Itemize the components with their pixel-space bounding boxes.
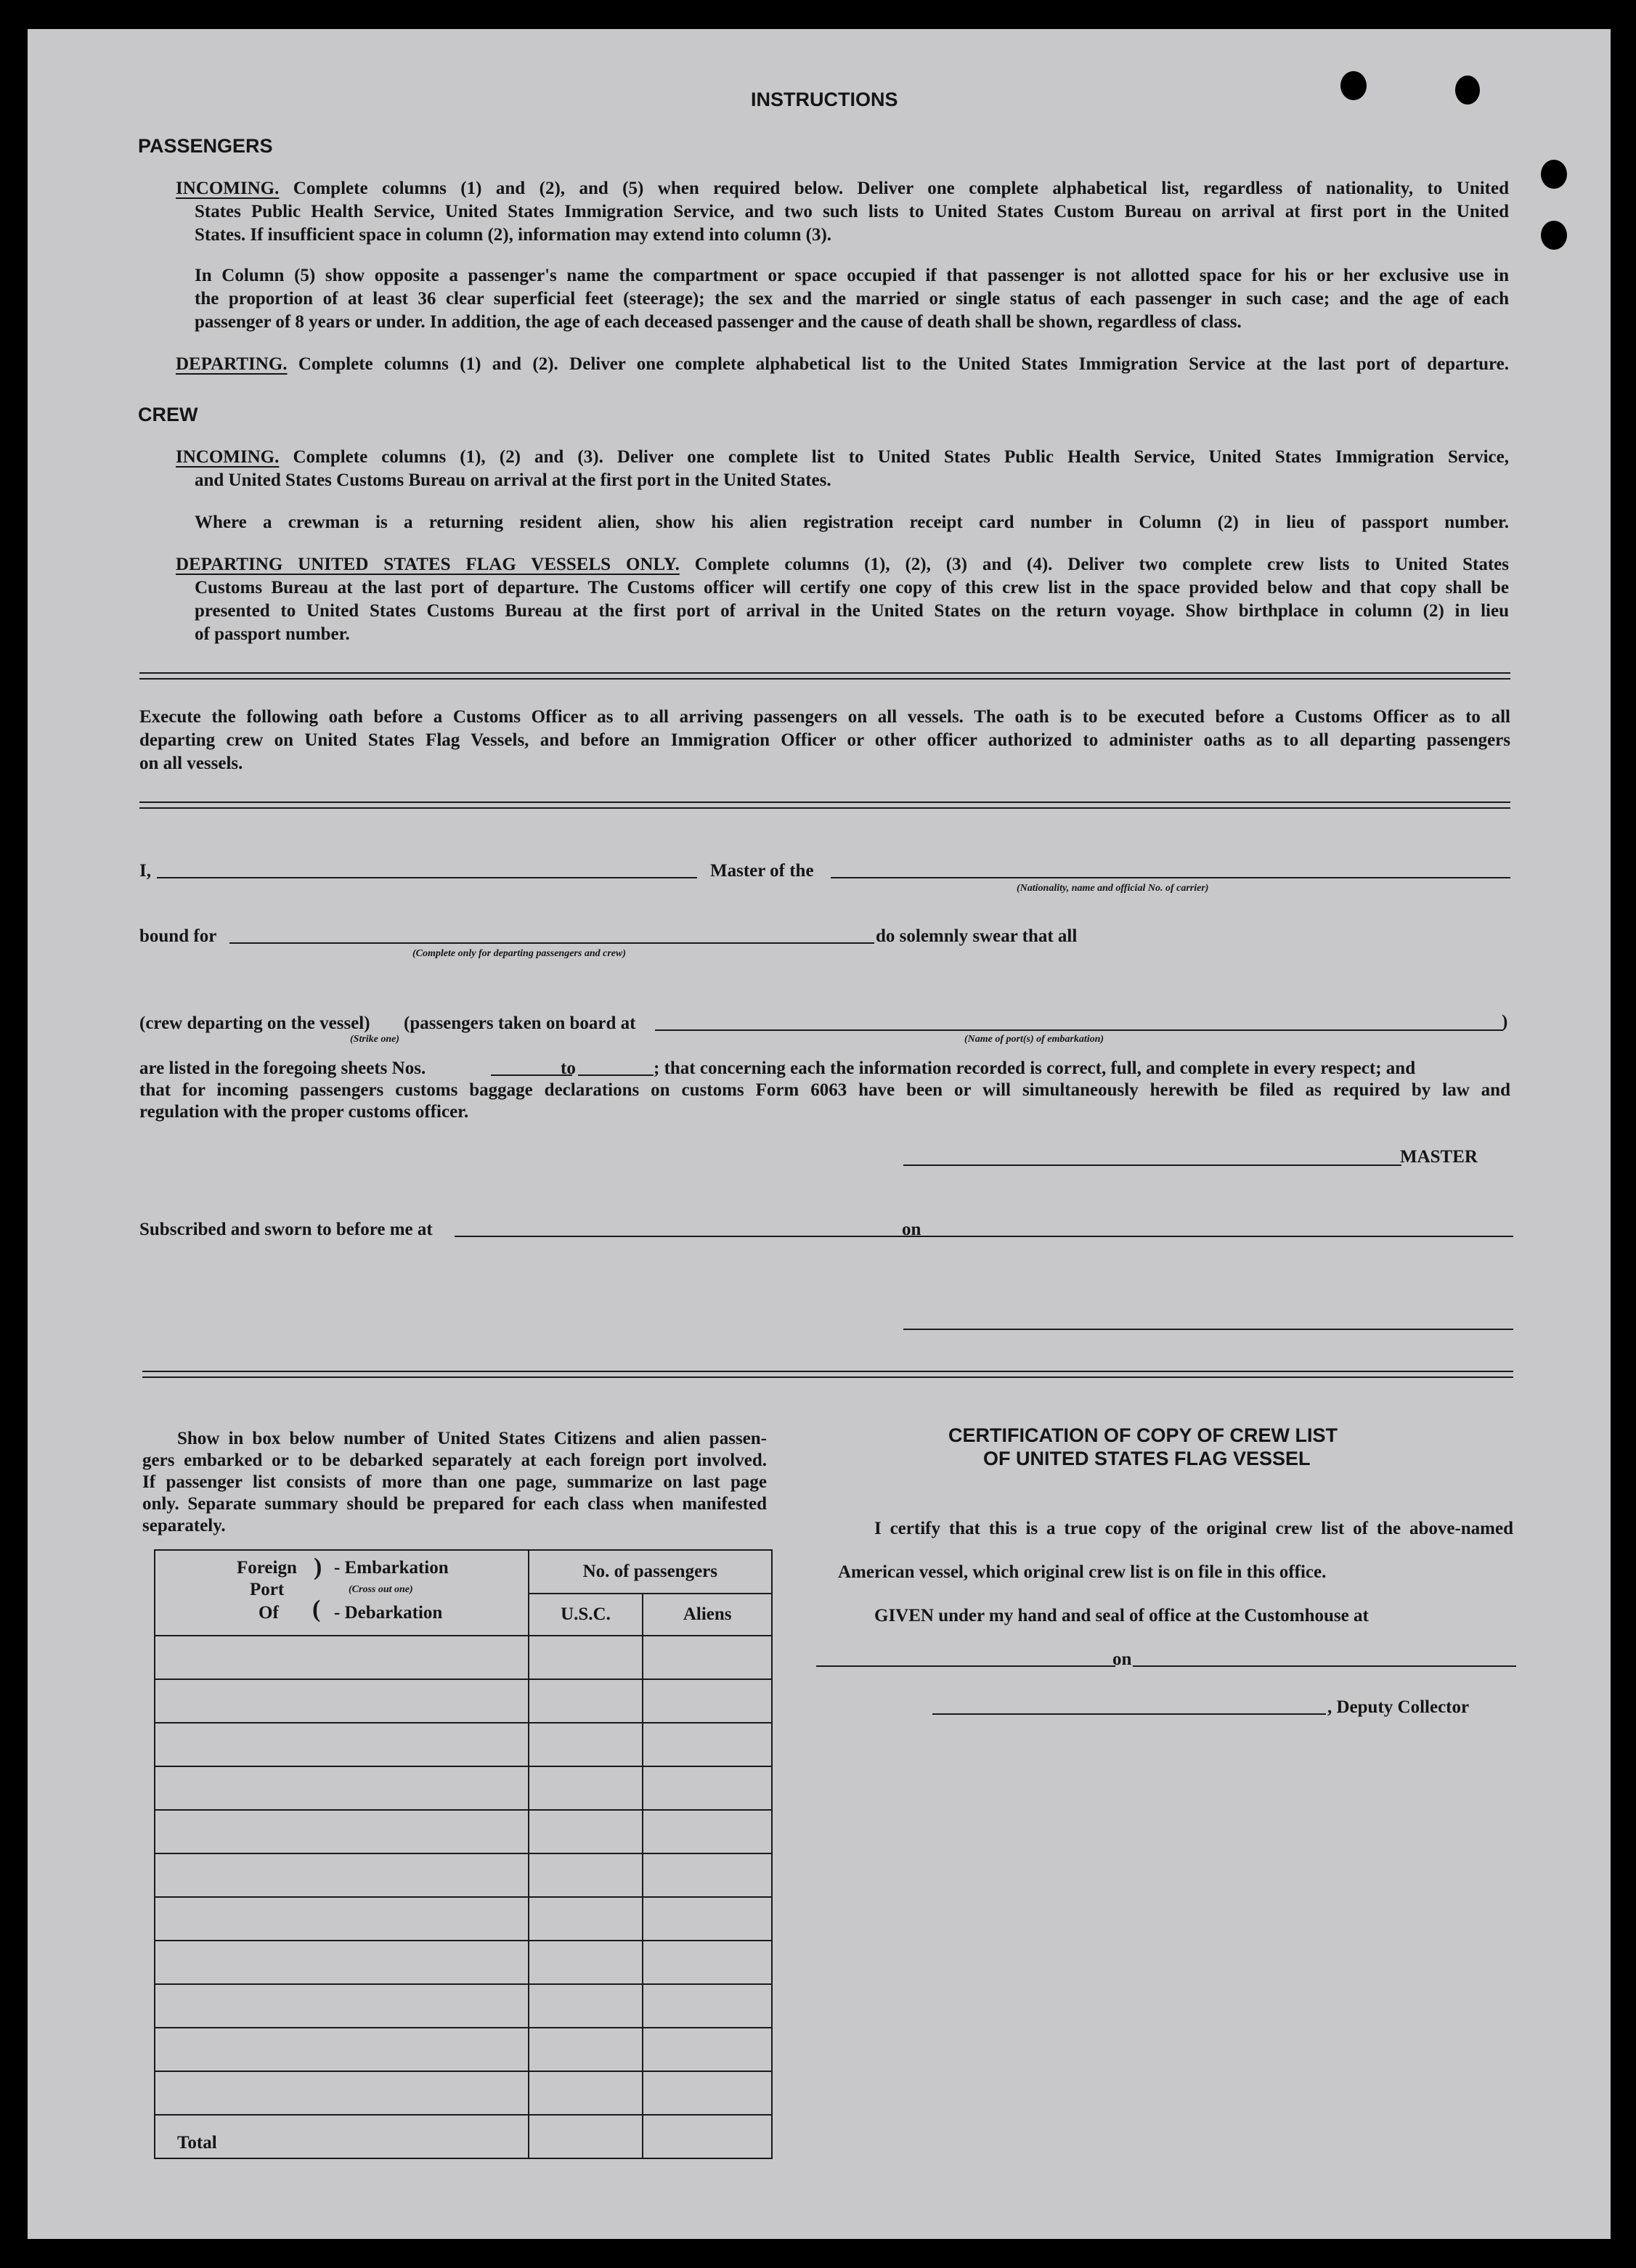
usc-cell[interactable]: [529, 1636, 643, 1679]
aliens-cell[interactable]: [643, 1853, 772, 1897]
master-signature-line[interactable]: [903, 1164, 1401, 1166]
aliens-cell[interactable]: [643, 2071, 772, 2115]
listed-text: are listed in the foregoing sheets Nos.: [139, 1058, 426, 1078]
aliens-cell[interactable]: [643, 1941, 772, 1984]
crew-departing-line3: presented to United States Customs Bureau at the first port of arrival in the United States on the return voyage. Show birthplace in column (2) in lieu: [195, 601, 1509, 621]
strike-one-caption: (Strike one): [350, 1034, 400, 1045]
deputy-collector-label: , Deputy Collector: [1327, 1697, 1470, 1717]
punch-hole: [1541, 160, 1567, 189]
carrier-line[interactable]: [831, 877, 1510, 878]
sworn-on-label: on: [902, 1220, 921, 1239]
summary-intro-line2: gers embarked or to be debarked separately at each foreign port involved.: [142, 1451, 767, 1470]
crew-incoming-line2: and United States Customs Bureau on arrival at the first port in the United States.: [195, 470, 831, 490]
form-page: [28, 29, 1611, 2239]
certify-line2: American vessel, which original crew list is on file in this office.: [838, 1562, 1327, 1582]
cert-date-line[interactable]: [1133, 1665, 1516, 1667]
embarkation-option: - Embarkation: [334, 1558, 449, 1578]
oath-intro-line3: on all vessels.: [139, 754, 243, 773]
section-divider: [139, 672, 1510, 680]
cert-on-label: on: [1112, 1649, 1132, 1669]
crew-departing-label: DEPARTING UNITED STATES FLAG VESSELS ONLY.: [176, 555, 680, 574]
summary-intro-line3: If passenger list consists of more than one page, summarize on last page: [142, 1472, 767, 1492]
debarkation-option: - Debarkation: [334, 1603, 443, 1623]
port-label: Port: [250, 1580, 285, 1599]
swear-text: do solemnly swear that all: [876, 926, 1078, 946]
sworn-date-line[interactable]: [922, 1236, 1513, 1237]
certification-title-line1: CERTIFICATION OF COPY OF CREW LIST: [948, 1424, 1338, 1446]
passengers-incoming-text: Complete columns (1) and (2), and (5) when required below. Deliver one complete alphabetical list, regardless of nationality, to United: [293, 179, 1509, 198]
port-cell[interactable]: [155, 1679, 529, 1723]
usc-cell[interactable]: [529, 1941, 643, 1984]
aliens-cell[interactable]: [643, 1723, 772, 1766]
passengers-departing-label: DEPARTING.: [176, 354, 288, 374]
aliens-cell[interactable]: [643, 1636, 772, 1679]
aliens-cell[interactable]: [643, 1766, 772, 1810]
usc-header: U.S.C.: [529, 1594, 643, 1636]
crew-departing-line2: Customs Bureau at the last port of departure. The Customs officer will certify one copy of this crew list in the space provided below and that copy shall be: [195, 578, 1509, 597]
aliens-cell[interactable]: [643, 1897, 772, 1941]
given-text: GIVEN under my hand and seal of office at the Customhouse at: [874, 1606, 1369, 1625]
oath-intro-line1: Execute the following oath before a Customs Officer as to all arriving passengers on all vessels. The oath is to be executed before a Customs Officer as to all: [139, 707, 1510, 727]
port-cell[interactable]: [155, 2028, 529, 2071]
crew-incoming-label: INCOMING.: [176, 447, 280, 467]
port-cell[interactable]: [155, 1941, 529, 1984]
port-header-cell: [155, 1550, 529, 1636]
table-row: [155, 1766, 772, 1810]
embarkation-caption: (Name of port(s) of embarkation): [964, 1034, 1104, 1045]
passengers-incoming-line2: States Public Health Service, United States Immigration Service, and two such lists to United States Custom Bureau on arrival at first port in the United: [195, 202, 1509, 221]
usc-cell[interactable]: [529, 1766, 643, 1810]
of-label: Of: [259, 1603, 279, 1623]
subscribed-text: Subscribed and sworn to before me at: [139, 1220, 433, 1239]
oath-i-label: I,: [139, 861, 151, 881]
passenger-summary-table: [154, 1549, 773, 2159]
crew-incoming-text: Complete columns (1), (2) and (3). Deliver one complete list to United States Public Health Service, United States Immigration Service,: [293, 447, 1509, 467]
total-text: Total: [177, 2133, 217, 2153]
customhouse-line[interactable]: [816, 1665, 1115, 1667]
to-label: to: [561, 1058, 576, 1078]
brace-top-icon: ): [314, 1554, 322, 1580]
deputy-signature-line[interactable]: [932, 1713, 1326, 1715]
port-cell[interactable]: [155, 1766, 529, 1810]
oath-intro-line2: departing crew on United States Flag Vessels, and before an Immigration Officer or other officer authorized to administer oaths as to all departing passengers: [139, 730, 1510, 750]
column5-line3: passenger of 8 years or under. In addition, the age of each deceased passenger and the cause of death shall be shown, regardless of class.: [195, 312, 1242, 332]
crew-departing-line4: of passport number.: [195, 624, 350, 644]
usc-cell[interactable]: [529, 2071, 643, 2115]
table-row: [155, 1679, 772, 1723]
crew-incoming-line1: [176, 446, 1509, 468]
carrier-caption: (Nationality, name and official No. of carrier): [1017, 883, 1209, 894]
port-cell[interactable]: [155, 1636, 529, 1679]
summary-intro-line4: only. Separate summary should be prepared for each class when manifested: [142, 1494, 767, 1514]
usc-total-cell[interactable]: [529, 2115, 643, 2158]
certify-line1: I certify that this is a true copy of the original crew list of the above-named: [874, 1519, 1513, 1538]
crewman-text: Where a crewman is a returning resident alien, show his alien registration receipt card number in Column (2) in lieu of passport number.: [195, 513, 1509, 532]
punch-hole: [1340, 71, 1367, 100]
table-row: [155, 1984, 772, 2028]
port-cell[interactable]: [155, 1810, 529, 1853]
usc-cell[interactable]: [529, 1679, 643, 1723]
certification-title-line2: OF UNITED STATES FLAG VESSEL: [983, 1448, 1311, 1469]
punch-hole: [1455, 76, 1480, 105]
table-row: [155, 1853, 772, 1897]
section-divider: [139, 801, 1510, 809]
bound-for-label: bound for: [139, 926, 217, 946]
no-passengers-header: No. of passengers: [529, 1550, 772, 1594]
cross-out-caption: (Cross out one): [349, 1584, 413, 1595]
summary-intro-line5: separately.: [142, 1516, 226, 1535]
usc-cell[interactable]: [529, 1853, 643, 1897]
column5-line2: the proportion of at least 36 clear superficial feet (steerage); the sex and the married or single status of each passenger in such case; and the age of each: [195, 289, 1509, 309]
crew-departing-option: (crew departing on the vessel): [139, 1013, 370, 1033]
table-row: [155, 2028, 772, 2071]
total-row: [155, 2115, 772, 2158]
port-cell[interactable]: [155, 1897, 529, 1941]
oath-line3: regulation with the proper customs officer.: [139, 1102, 469, 1122]
table-row: [155, 1810, 772, 1853]
crew-departing-text: Complete columns (1), (2), (3) and (4). Deliver two complete crew lists to United States: [694, 555, 1510, 574]
aliens-header: Aliens: [643, 1594, 772, 1636]
table-row: [155, 1636, 772, 1679]
aliens-cell[interactable]: [643, 1810, 772, 1853]
column5-line1: In Column (5) show opposite a passenger's name the compartment or space occupied if that passenger is not allotted space for his or her exclusive use in: [195, 266, 1509, 285]
passengers-departing: [176, 353, 1509, 375]
sworn-at-line[interactable]: [455, 1236, 924, 1237]
master-of-the-label: Master of the: [710, 861, 814, 881]
usc-cell[interactable]: [529, 1897, 643, 1941]
usc-cell[interactable]: [529, 1723, 643, 1766]
port-cell[interactable]: [155, 1984, 529, 2028]
table-row: [155, 1723, 772, 1766]
aliens-cell[interactable]: [643, 1679, 772, 1723]
punch-hole: [1541, 221, 1567, 250]
passengers-incoming-line1: [176, 177, 1509, 200]
passengers-departing-text: Complete columns (1) and (2). Deliver one complete alphabetical list to the United States Immigration Service at the last port of departure.: [298, 354, 1510, 374]
embarkation-close-paren: ): [1502, 1012, 1508, 1032]
table-row: [155, 1941, 772, 1984]
aliens-cell[interactable]: [643, 2028, 772, 2071]
embarkation-line[interactable]: [655, 1029, 1503, 1031]
crew-heading: CREW: [138, 404, 198, 425]
port-cell[interactable]: [155, 2071, 529, 2115]
usc-cell[interactable]: [529, 1984, 643, 2028]
sheets-to-line[interactable]: [578, 1074, 654, 1076]
table-row: [155, 2071, 772, 2115]
oath-line2: that for incoming passengers customs baggage declarations on customs Form 6063 have been or will simultaneously herewith be filed as required by law and: [139, 1080, 1510, 1100]
summary-intro-line1: Show in box below number of United States Citizens and alien passen-: [177, 1429, 767, 1448]
passengers-heading: PASSENGERS: [138, 135, 273, 157]
officer-signature-line[interactable]: [903, 1329, 1513, 1330]
crew-departing-line1: [176, 553, 1509, 576]
bound-for-line[interactable]: [229, 942, 874, 944]
concerning-text: ; that concerning each the information recorded is correct, full, and complete in every respect; and: [654, 1058, 1416, 1078]
master-name-line[interactable]: [157, 877, 697, 878]
passengers-incoming-line3: States. If insufficient space in column (2), information may extend into column (3).: [195, 225, 832, 245]
section-divider: [142, 1371, 1513, 1378]
master-label: MASTER: [1400, 1147, 1478, 1167]
passengers-incoming-label: INCOMING.: [176, 179, 280, 198]
foreign-label: Foreign: [237, 1558, 297, 1578]
usc-cell[interactable]: [529, 2028, 643, 2071]
port-cell[interactable]: [155, 1723, 529, 1766]
port-cell[interactable]: [155, 1853, 529, 1897]
bound-for-caption: (Complete only for departing passengers and crew): [412, 948, 626, 959]
table-row: [155, 1897, 772, 1941]
aliens-cell[interactable]: [643, 1984, 772, 2028]
total-label: [155, 2115, 529, 2158]
aliens-total-cell[interactable]: [643, 2115, 772, 2158]
passengers-taken-option: (passengers taken on board at: [404, 1013, 636, 1033]
brace-bottom-icon: (: [312, 1596, 321, 1623]
page-title: INSTRUCTIONS: [751, 89, 898, 110]
usc-cell[interactable]: [529, 1810, 643, 1853]
